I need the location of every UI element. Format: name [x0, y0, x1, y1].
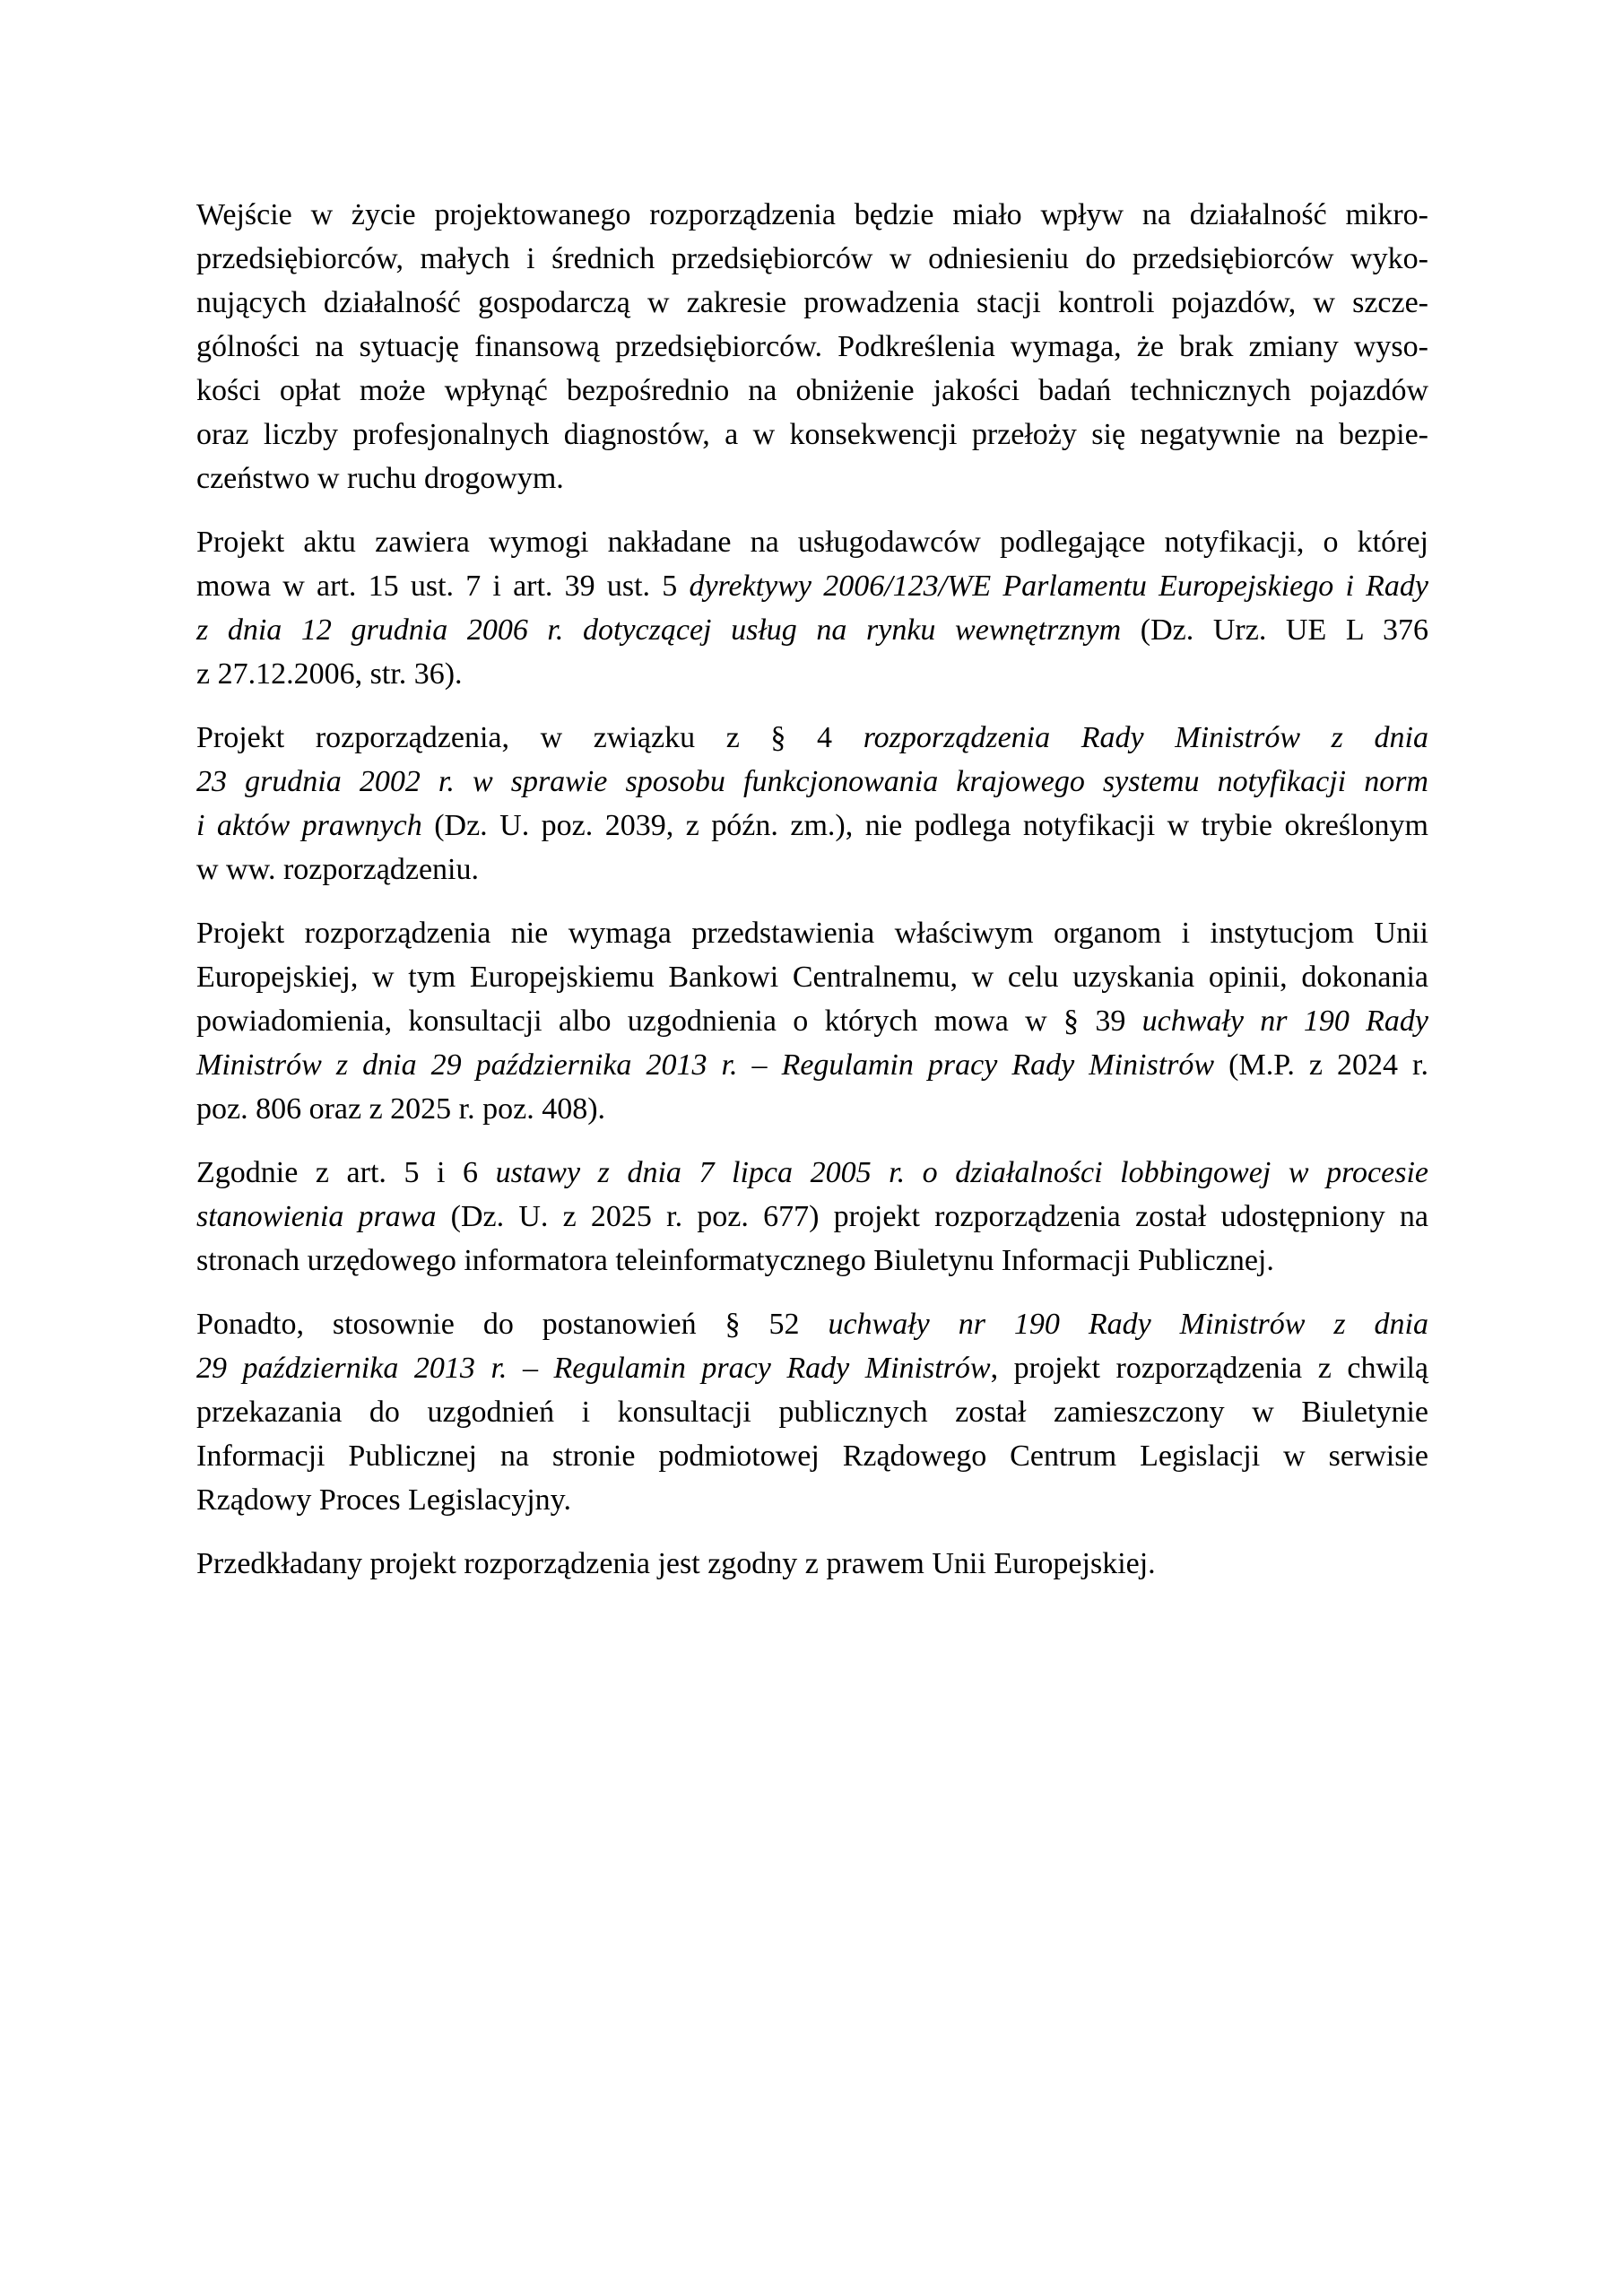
- text-run: (Dz. U. z 2025 r. poz. 677) projekt rozporządzenia został udostępniony na: [436, 1200, 1429, 1233]
- text-line: [196, 564, 1428, 608]
- text-run: (Dz. U. poz. 2039, z późn. zm.), nie podlega notyfikacji w trybie określonym: [421, 809, 1428, 842]
- text-line: [196, 652, 1428, 696]
- text-run: Europejskiej, w tym Europejskiemu Bankowi Centralnemu, w celu uzyskania opinii, dokonania: [196, 961, 1428, 994]
- text-line: [196, 716, 1428, 760]
- text-line: [196, 193, 1428, 237]
- text-run: Zgodnie z art. 5 i 6: [196, 1156, 496, 1189]
- text-line: [196, 1542, 1428, 1586]
- paragraph: [196, 520, 1428, 696]
- text-line: [196, 1043, 1428, 1087]
- text-run: gólności na sytuację finansową przedsiębiorców. Podkreślenia wymaga, że brak zmiany wyso-: [196, 330, 1428, 363]
- text-run: z 27.12.2006, str. 36).: [196, 657, 463, 691]
- text-line: [196, 804, 1428, 848]
- text-line: [196, 1478, 1428, 1522]
- document-text: [196, 193, 1428, 1605]
- italic-text-run: z dnia 12 grudnia 2006 r. dotyczącej usług na rynku wewnętrznym: [196, 613, 1122, 647]
- text-line: [196, 760, 1428, 804]
- text-line: [196, 608, 1428, 652]
- text-run: (M.P. z 2024 r.: [1214, 1048, 1429, 1082]
- text-run: przedsiębiorców, małych i średnich przedsiębiorców w odniesieniu do przedsiębiorców wyko-: [196, 242, 1428, 275]
- paragraph: [196, 716, 1428, 891]
- italic-text-run: uchwały nr 190 Rady: [1141, 1004, 1428, 1038]
- italic-text-run: stanowienia prawa: [196, 1200, 437, 1233]
- text-run: Projekt rozporządzenia nie wymaga przedstawienia właściwym organom i instytucjom Unii: [196, 917, 1428, 950]
- text-run: Informacji Publicznej na stronie podmiotowej Rządowego Centrum Legislacji w serwisie: [196, 1439, 1428, 1473]
- italic-text-run: 23 grudnia 2002 r. w sprawie sposobu funkcjonowania krajowego systemu notyfikacji norm: [196, 765, 1428, 798]
- italic-text-run: Ministrów z dnia 29 października 2013 r. – Regulamin pracy Rady Ministrów: [196, 1048, 1215, 1082]
- text-line: [196, 1390, 1428, 1434]
- text-line: [196, 1087, 1428, 1131]
- text-run: , projekt rozporządzenia z chwilą: [990, 1352, 1428, 1385]
- text-run: Projekt rozporządzenia, w związku z § 4: [196, 721, 864, 754]
- text-run: nujących działalność gospodarczą w zakresie prowadzenia stacji kontroli pojazdów, w szcze-: [196, 286, 1428, 319]
- text-line: [196, 911, 1428, 955]
- text-line: [196, 413, 1428, 457]
- italic-text-run: i aktów prawnych: [196, 809, 422, 842]
- text-run: powiadomienia, konsultacji albo uzgodnienia o których mowa w § 39: [196, 1004, 1142, 1038]
- text-line: [196, 848, 1428, 891]
- text-run: Przedkładany projekt rozporządzenia jest zgodny z prawem Unii Europejskiej.: [196, 1547, 1156, 1580]
- text-line: [196, 955, 1428, 999]
- text-line: [196, 325, 1428, 369]
- text-line: [196, 1151, 1428, 1195]
- text-line: [196, 457, 1428, 500]
- text-line: [196, 369, 1428, 413]
- text-line: [196, 999, 1428, 1043]
- text-run: mowa w art. 15 ust. 7 i art. 39 ust. 5: [196, 570, 690, 603]
- text-run: przekazania do uzgodnień i konsultacji publicznych został zamieszczony w Biuletynie: [196, 1396, 1428, 1429]
- text-run: w ww. rozporządzeniu.: [196, 853, 479, 886]
- paragraph: [196, 911, 1428, 1131]
- text-run: Wejście w życie projektowanego rozporządzenia będzie miało wpływ na działalność mikro-: [196, 198, 1428, 231]
- text-run: poz. 806 oraz z 2025 r. poz. 408).: [196, 1092, 606, 1126]
- italic-text-run: rozporządzenia Rady Ministrów z dnia: [863, 721, 1428, 754]
- text-line: [196, 1302, 1428, 1346]
- text-run: Rządowy Proces Legislacyjny.: [196, 1483, 571, 1517]
- text-line: [196, 281, 1428, 325]
- text-line: [196, 520, 1428, 564]
- italic-text-run: uchwały nr 190 Rady Ministrów z dnia: [828, 1308, 1428, 1341]
- paragraph: [196, 193, 1428, 500]
- text-run: Ponadto, stosownie do postanowień § 52: [196, 1308, 829, 1341]
- paragraph: [196, 1302, 1428, 1522]
- text-run: Projekt aktu zawiera wymogi nakładane na usługodawców podlegające notyfikacji, o której: [196, 526, 1428, 559]
- paragraph: [196, 1542, 1428, 1586]
- paragraph: [196, 1151, 1428, 1283]
- italic-text-run: dyrektywy 2006/123/WE Parlamentu Europejskiego i Rady: [689, 570, 1428, 603]
- text-run: oraz liczby profesjonalnych diagnostów, a w konsekwencji przełoży się negatywnie na bezpie-: [196, 418, 1428, 451]
- text-line: [196, 1346, 1428, 1390]
- text-line: [196, 1195, 1428, 1239]
- text-run: stronach urzędowego informatora teleinformatycznego Biuletynu Informacji Publicznej.: [196, 1244, 1274, 1277]
- text-line: [196, 1239, 1428, 1283]
- text-run: kości opłat może wpłynąć bezpośrednio na obniżenie jakości badań technicznych pojazdów: [196, 374, 1428, 407]
- text-line: [196, 237, 1428, 281]
- text-run: (Dz. Urz. UE L 376: [1121, 613, 1428, 647]
- italic-text-run: ustawy z dnia 7 lipca 2005 r. o działalności lobbingowej w procesie: [495, 1156, 1428, 1189]
- text-run: czeństwo w ruchu drogowym.: [196, 462, 564, 495]
- italic-text-run: 29 października 2013 r. – Regulamin pracy Rady Ministrów: [196, 1352, 991, 1385]
- text-line: [196, 1434, 1428, 1478]
